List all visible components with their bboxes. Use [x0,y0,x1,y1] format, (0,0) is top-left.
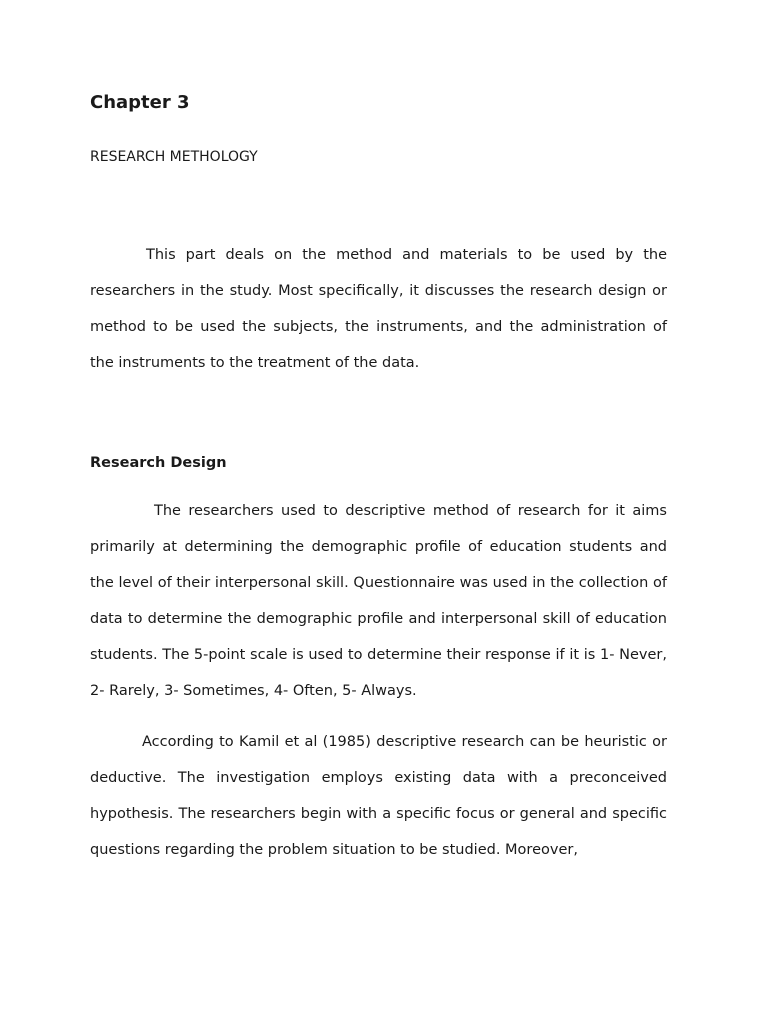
intro-paragraph: This part deals on the method and materials to be used by the researchers in the study. Most specifically, it discusses the research design or method to be used the subjects, the instruments, and the administration of the instruments to the treatment of the data. [90,247,667,371]
research-design-paragraph-1: The researchers used to descriptive method of research for it aims primarily at determining the demographic profile of education students and the level of their interpersonal skill. Questionnaire was used in the collection of data to determine the demographic profile and interpersonal skill of education students. The 5-point scale is used to determine their response if it is 1- Never, 2- Rarely, 3- Sometimes, 4- Often, 5- Always. [90,503,667,699]
chapter-title: Chapter 3 [90,92,190,113]
research-design-paragraph-2: According to Kamil et al (1985) descriptive research can be heuristic or deductive. The investigation employs existing data with a preconceived hypothesis. The researchers begin with a specific focus or general and specific questions regarding the problem situation to be studied. Moreover, [90,734,667,858]
section-heading-research-design: Research Design [90,455,227,471]
chapter-subtitle: RESEARCH METHOLOGY [90,149,258,165]
